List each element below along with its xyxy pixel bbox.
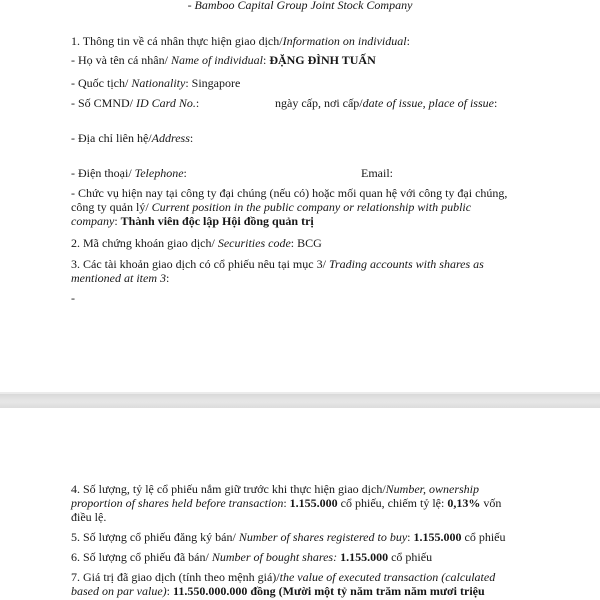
position-value: Thành viên độc lập Hội đồng quản trị (120, 214, 314, 228)
section-5-shares-registered: 5. Số lượng cổ phiếu đăng ký bán/ Number of shares registered to buy: 1.155.000 cổ phiếu (71, 530, 506, 544)
section-2-securities-code: 2. Mã chứng khoán giao dịch/ Securities code: BCG (71, 236, 322, 250)
address-row: - Địa chỉ liên hệ/Address: (71, 131, 194, 145)
ownership-ratio-value: 0,13% (447, 496, 481, 510)
position-line-2: công ty quản lý/ Current position in the public company or relationship with public (71, 200, 472, 214)
shares-bought-value: 1.155.000 (340, 550, 389, 564)
position-line-3: company: Thành viên độc lập Hội đồng quản trị (71, 214, 314, 228)
shares-held-value: 1.155.000 (289, 496, 338, 510)
name-row: - Họ và tên cá nhân/ Name of individual: ĐẶNG ĐÌNH TUẤN (71, 53, 376, 67)
transaction-value: 11.550.000.000 đồng (Mười một tỷ năm trăm năm mươi triệu (173, 584, 485, 598)
nationality-value: : Singapore (185, 76, 241, 90)
position-line-1: - Chức vụ hiện nay tại công ty đại chúng (nếu có) hoặc mối quan hệ với công ty đại chúng, (71, 186, 508, 200)
section-4-line-3: điều lệ. (71, 510, 107, 524)
id-card-row: - Số CMND/ ID Card No.: ngày cấp, nơi cấp/date of issue, place of issue: (71, 96, 498, 110)
phone-row: - Điện thoại/ Telephone: Email: (71, 166, 393, 180)
document-page-2 (0, 408, 600, 600)
section-7-line-2: based on par value): 11.550.000.000 đồng (Mười một tỷ năm trăm năm mươi triệu (71, 584, 485, 598)
section-7-line-1: 7. Giá trị đã giao dịch (tính theo mệnh giá)/the value of executed transaction (calculated (71, 570, 496, 584)
company-header: - Bamboo Capital Group Joint Stock Company (187, 0, 413, 12)
securities-code-value: : BCG (290, 236, 322, 250)
section-4-line-2: proportion of shares held before transaction: 1.155.000 cổ phiếu, chiếm tỷ lệ: 0,13% vốn (71, 496, 502, 510)
email-label: Email: (361, 166, 393, 180)
trading-accounts-value: - (71, 291, 75, 305)
section-3-line-2: mentioned at item 3: (71, 271, 170, 285)
section-3-line-1: 3. Các tài khoản giao dịch có cổ phiếu nêu tại mục 3/ Trading accounts with shares as (71, 257, 484, 271)
section-6-shares-bought: 6. Số lượng cổ phiếu đã bán/ Number of bought shares: 1.155.000 cổ phiếu (71, 550, 433, 564)
page-separator (0, 394, 600, 408)
shares-registered-value: 1.155.000 (413, 530, 462, 544)
nationality-row: - Quốc tịch/ Nationality: Singapore (71, 76, 241, 90)
section-4-line-1: 4. Số lượng, tỷ lệ cổ phiếu nắm giữ trước khi thực hiện giao dịch/Number, ownership (71, 482, 479, 496)
issue-info-label: ngày cấp, nơi cấp/date of issue, place of issue: (275, 96, 498, 110)
section-1-title: 1. Thông tin về cá nhân thực hiện giao dịch/Information on individual: (71, 34, 410, 48)
individual-name-value: ĐẶNG ĐÌNH TUẤN (269, 53, 376, 67)
